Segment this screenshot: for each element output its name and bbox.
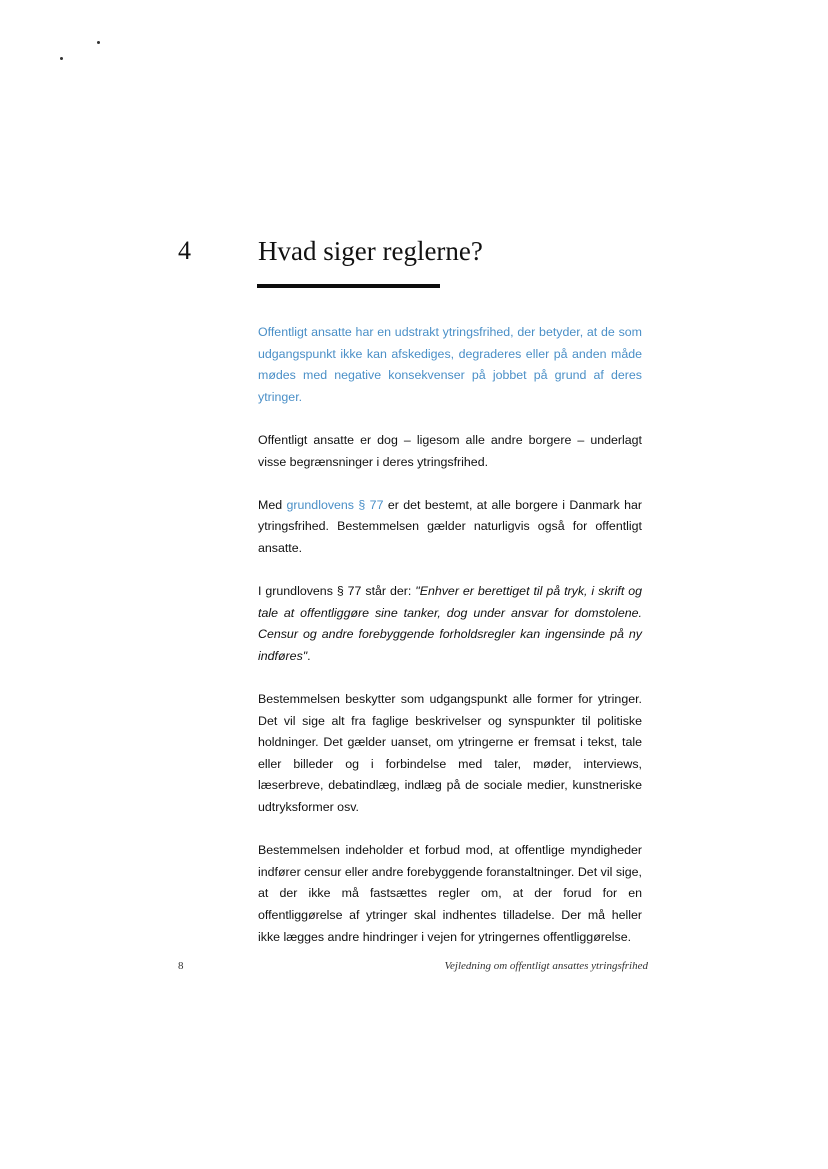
scan-speck <box>60 57 63 60</box>
paragraph-text: . <box>307 648 311 663</box>
body-text <box>258 322 642 970</box>
paragraph: Offentligt ansatte er dog – ligesom alle andre borgere – underlagt visse begrænsninger i deres ytringsfrihed. <box>258 432 642 469</box>
chapter-title: Hvad siger reglerne? <box>258 236 483 266</box>
chapter-number: 4 <box>178 236 191 265</box>
running-footer: Vejledning om offentligt ansattes ytringsfrihed <box>444 960 648 972</box>
page-number: 8 <box>178 960 184 972</box>
title-underline <box>257 284 440 288</box>
law-quote: "Enhver er berettiget til på tryk, i skrift og tale at offentliggøre sine tanker, dog under ansvar for domstolene. Censur og andre forebyggende forholdsregler kan ingensinde på ny indføres" <box>258 584 642 663</box>
paragraph <box>258 581 642 667</box>
paragraph-text: Med <box>258 497 287 512</box>
paragraph <box>258 495 642 560</box>
lead-paragraph: Offentligt ansatte har en udstrakt ytringsfrihed, der betyder, at de som udgangspunkt ikke kan afskediges, degraderes eller på anden måde mødes med negative konsekvenser på jobbet på grund af deres ytringer. <box>258 325 642 404</box>
paragraph-text: I grundlovens § 77 står der: <box>258 584 416 599</box>
paragraph: Bestemmelsen beskytter som udgangspunkt alle former for ytringer. Det vil sige alt fra faglige beskrivelser og synspunkter til politiske holdninger. Det gælder uanset, om ytringerne er fremsat i tekst, tale eller billeder og i forbindelse med taler, møder, interviews, læserbreve, debatindlæg, indlæg på de sociale medier, kunstneriske udtryksformer osv. <box>258 692 642 815</box>
paragraph-text: er det bestemt, at alle borgere i Danmark har ytringsfrihed. Bestemmelsen gælder naturligvis også for offentligt ansatte. <box>258 497 642 555</box>
scan-speck <box>97 41 100 44</box>
paragraph: Bestemmelsen indeholder et forbud mod, at offentlige myndigheder indfører censur eller andre forebyggende foranstaltninger. Det vil sige, at der ikke må fastsættes regler om, at der forud for en offentliggørelse af ytringer skal indhentes tilladelse. Der må heller ikke lægges andre hindringer i vejen for ytringernes offentliggørelse. <box>258 843 642 944</box>
grundlov-link[interactable]: grundlovens § 77 <box>286 497 384 512</box>
